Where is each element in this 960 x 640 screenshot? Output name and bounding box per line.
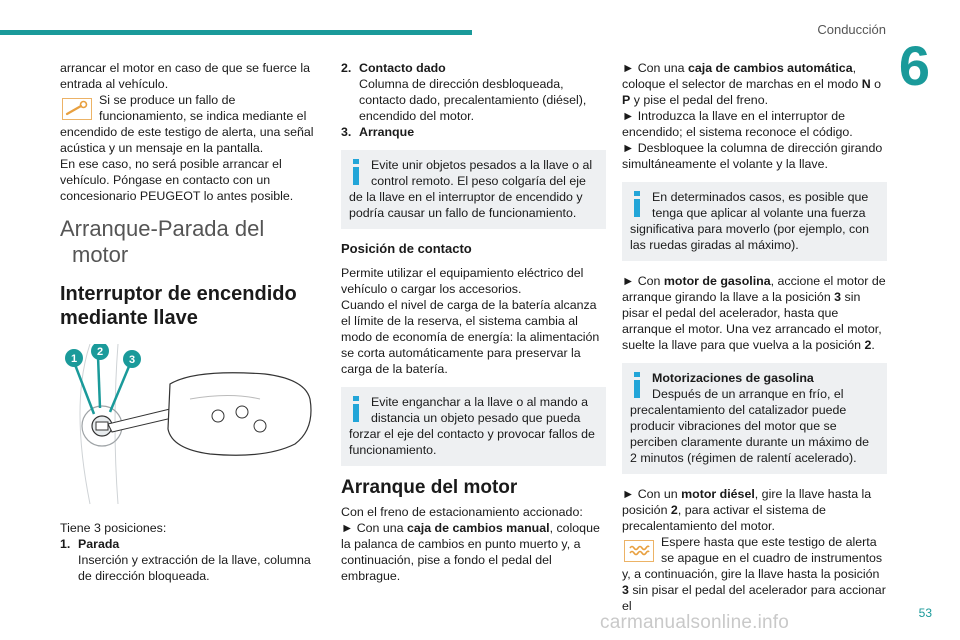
glow-plug-paragraph	[622, 534, 887, 614]
chapter-number: 6	[898, 34, 930, 97]
position-3-title: Arranque	[359, 125, 415, 139]
info-icon	[630, 372, 644, 400]
position-2-number: 2.	[341, 61, 352, 75]
glow-plug-text: Espere hasta que este testigo de alerta se apague en el cuadro de instrumentos y, a continuación, gire la llave hasta la posición 3 sin pisar el pedal del acelerador para accionar el	[622, 535, 886, 613]
info-box-1	[341, 150, 606, 229]
callout-3: 3	[128, 354, 136, 366]
position-1	[60, 536, 325, 584]
wrench-warning-icon	[60, 94, 94, 124]
info-icon	[349, 159, 363, 187]
warning-text: Si se produce un fallo de funcionamiento, se indica mediante el encendido de este testigo de alerta, una señal acústica y un mensaje en la pantalla.	[60, 93, 314, 155]
info-box-2-text: Evite enganchar a la llave o al mando a distancia un objeto pesado que pueda forzar el eje del contacto y provocar fallos de funcionamiento.	[349, 395, 595, 457]
column-3	[622, 60, 887, 614]
column-2	[341, 60, 606, 584]
position-2	[341, 60, 606, 124]
info-box-3	[622, 182, 887, 261]
unlock-steering-step: ► Desbloquee la columna de dirección girando simultáneamente el volante y la llave.	[622, 141, 883, 171]
position-1-title: Parada	[78, 537, 120, 551]
info-box-3-text: En determinados casos, es posible que tenga que aplicar al volante una fuerza significativa para moverlo (por ejemplo, con las ruedas giradas al máximo).	[630, 190, 869, 252]
position-1-text: Inserción y extracción de la llave, columna de dirección bloqueada.	[78, 553, 311, 583]
position-2-text: Columna de dirección desbloqueada, contacto dado, precalentamiento (diésel), encendido del motor.	[359, 77, 587, 123]
warning-paragraph	[60, 92, 325, 156]
petrol-engine-step: ► Con motor de gasolina, accione el motor de arranque girando la llave a la posición 3 sin pisar el pedal del acelerador, hasta que arranque el motor. Una vez arrancado el motor, suelte la llave para que vuelva a la posición 2.	[622, 274, 886, 352]
info-box-4-text: Después de un arranque en frío, el precalentamiento del catalizador puede producir vibraciones del motor que se perciben claramente durante un máximo de 2 minutos (régimen de ralentí acelerado).	[630, 387, 869, 465]
header-accent-bar	[0, 30, 472, 35]
column-1	[60, 60, 325, 584]
contact-subheading: Posición de contacto	[341, 241, 472, 256]
position-2-title: Contacto dado	[359, 61, 446, 75]
position-3-number: 3.	[341, 125, 352, 139]
info-box-1-text: Evite unir objetos pesados a la llave o al control remoto. El peso colgaría del eje de la llave en el interruptor de encendido y podría causar un fallo de funcionamiento.	[349, 158, 593, 220]
contact-text-2: Cuando el nivel de carga de la batería alcanza el límite de la reserva, el sistema cambia al modo de economía de energía: la alimentación se corta automáticamente para preservar la carga de la batería.	[341, 298, 600, 376]
info-box-2	[341, 387, 606, 466]
info-icon	[349, 396, 363, 424]
section-title	[60, 216, 325, 268]
intro-text: arrancar el motor en caso de que se fuerce la entrada al vehículo.	[60, 61, 311, 91]
info-box-4-title: Motorizaciones de gasolina	[652, 371, 814, 385]
key-fob-illustration	[60, 344, 325, 512]
page-number: 53	[918, 606, 932, 620]
position-1-number: 1.	[60, 537, 71, 551]
start-intro: Con el freno de estacionamiento accionado:	[341, 505, 583, 519]
positions-intro: Tiene 3 posiciones:	[60, 521, 167, 535]
manual-gearbox-step: ► Con una caja de cambios manual, coloque la palanca de cambios en punto muerto y, a continuación, pise a fondo el pedal del embrague.	[341, 521, 600, 583]
auto-gearbox-step: ► Con una caja de cambios automática, coloque el selector de marchas en el modo N o P y pise el pedal del freno.	[622, 61, 881, 107]
callout-2: 2	[96, 346, 104, 358]
callout-1: 1	[70, 353, 78, 365]
position-3	[341, 124, 606, 140]
info-box-4	[622, 363, 887, 474]
engine-start-heading: Arranque del motor	[341, 477, 518, 498]
warning-text-2: En ese caso, no será posible arrancar el vehículo. Póngase en contacto con un concesionario PEUGEOT lo antes posible.	[60, 157, 294, 203]
diesel-engine-step: ► Con un motor diésel, gire la llave hasta la posición 2, para activar el sistema de precalentamiento del motor.	[622, 487, 872, 533]
section-name: Conducción	[817, 22, 886, 37]
section-title-line-2: motor	[72, 242, 129, 267]
glow-plug-icon	[622, 536, 656, 566]
insert-key-step: ► Introduzca la llave en el interruptor de encendido; el sistema reconoce el código.	[622, 109, 853, 139]
ignition-heading: Interruptor de encendido mediante llave	[60, 283, 297, 329]
contact-text-1: Permite utilizar el equipamiento eléctrico del vehículo o cargar los accesorios.	[341, 266, 584, 296]
info-icon	[630, 191, 644, 219]
section-title-line-1: Arranque-Parada del	[60, 216, 265, 241]
watermark: carmanualsonline.info	[600, 612, 790, 633]
